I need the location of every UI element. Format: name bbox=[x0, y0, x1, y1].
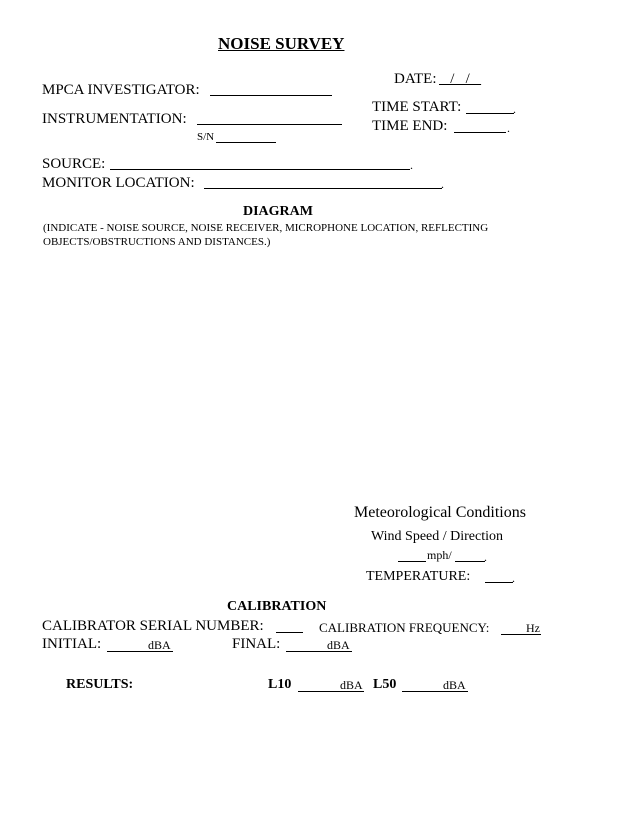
serial-number-field[interactable] bbox=[216, 142, 276, 143]
diagram-heading: DIAGRAM bbox=[243, 204, 313, 219]
diagram-instructions-line1: (INDICATE - NOISE SOURCE, NOISE RECEIVER, MICROPHONE LOCATION, REFLECTING bbox=[43, 222, 489, 234]
time-start-label: TIME START: bbox=[372, 99, 462, 115]
calibrator-serial-field[interactable] bbox=[276, 632, 303, 633]
time-end-field[interactable] bbox=[454, 132, 506, 133]
l50-label: L50 bbox=[373, 677, 397, 692]
instrumentation-field[interactable] bbox=[197, 124, 342, 125]
calibration-heading: CALIBRATION bbox=[227, 599, 327, 614]
date-field[interactable]: / / bbox=[439, 71, 482, 87]
initial-label: INITIAL: bbox=[42, 636, 102, 652]
source-period: . bbox=[410, 158, 413, 172]
diagram-instructions-line2: OBJECTS/OBSTRUCTIONS AND DISTANCES.) bbox=[43, 236, 271, 248]
time-start-field[interactable] bbox=[466, 113, 514, 114]
source-label: SOURCE: bbox=[42, 156, 106, 172]
meteorological-heading: Meteorological Conditions bbox=[354, 504, 526, 521]
calibrator-serial-label: CALIBRATOR SERIAL NUMBER: bbox=[42, 618, 264, 634]
wind-label: Wind Speed / Direction bbox=[371, 529, 504, 544]
temperature-label: TEMPERATURE: bbox=[366, 569, 471, 584]
final-dba-unit: dBA bbox=[327, 638, 350, 652]
l50-dba-unit: dBA bbox=[443, 678, 466, 692]
monitor-location-label: MONITOR LOCATION: bbox=[42, 175, 195, 191]
diagram-drawing-area[interactable] bbox=[42, 252, 592, 492]
monitor-location-period: . bbox=[441, 177, 444, 191]
l10-dba-unit: dBA bbox=[340, 678, 363, 692]
monitor-location-field[interactable] bbox=[204, 188, 442, 189]
mph-label: mph/ bbox=[427, 548, 452, 562]
instrumentation-label: INSTRUMENTATION: bbox=[42, 111, 187, 127]
date-label: DATE: bbox=[394, 71, 437, 87]
calibration-frequency-label: CALIBRATION FREQUENCY: bbox=[319, 620, 490, 635]
source-field[interactable] bbox=[110, 169, 410, 170]
time-end-period: . bbox=[507, 121, 510, 135]
results-label: RESULTS: bbox=[66, 677, 134, 692]
wind-period: . bbox=[484, 550, 487, 564]
wind-speed-field[interactable] bbox=[398, 561, 426, 562]
final-label: FINAL: bbox=[232, 636, 281, 652]
investigator-label: MPCA INVESTIGATOR: bbox=[42, 82, 200, 98]
temperature-period: . bbox=[512, 571, 515, 585]
time-end-label: TIME END: bbox=[372, 118, 448, 134]
serial-number-label: S/N bbox=[197, 131, 215, 143]
hz-unit: Hz bbox=[526, 621, 540, 635]
temperature-field[interactable] bbox=[485, 582, 513, 583]
wind-direction-field[interactable] bbox=[455, 561, 485, 562]
l10-label: L10 bbox=[268, 677, 292, 692]
investigator-field[interactable] bbox=[210, 95, 332, 96]
page-title: NOISE SURVEY bbox=[218, 34, 345, 53]
time-start-period: . bbox=[513, 102, 516, 116]
initial-dba-unit: dBA bbox=[148, 638, 171, 652]
